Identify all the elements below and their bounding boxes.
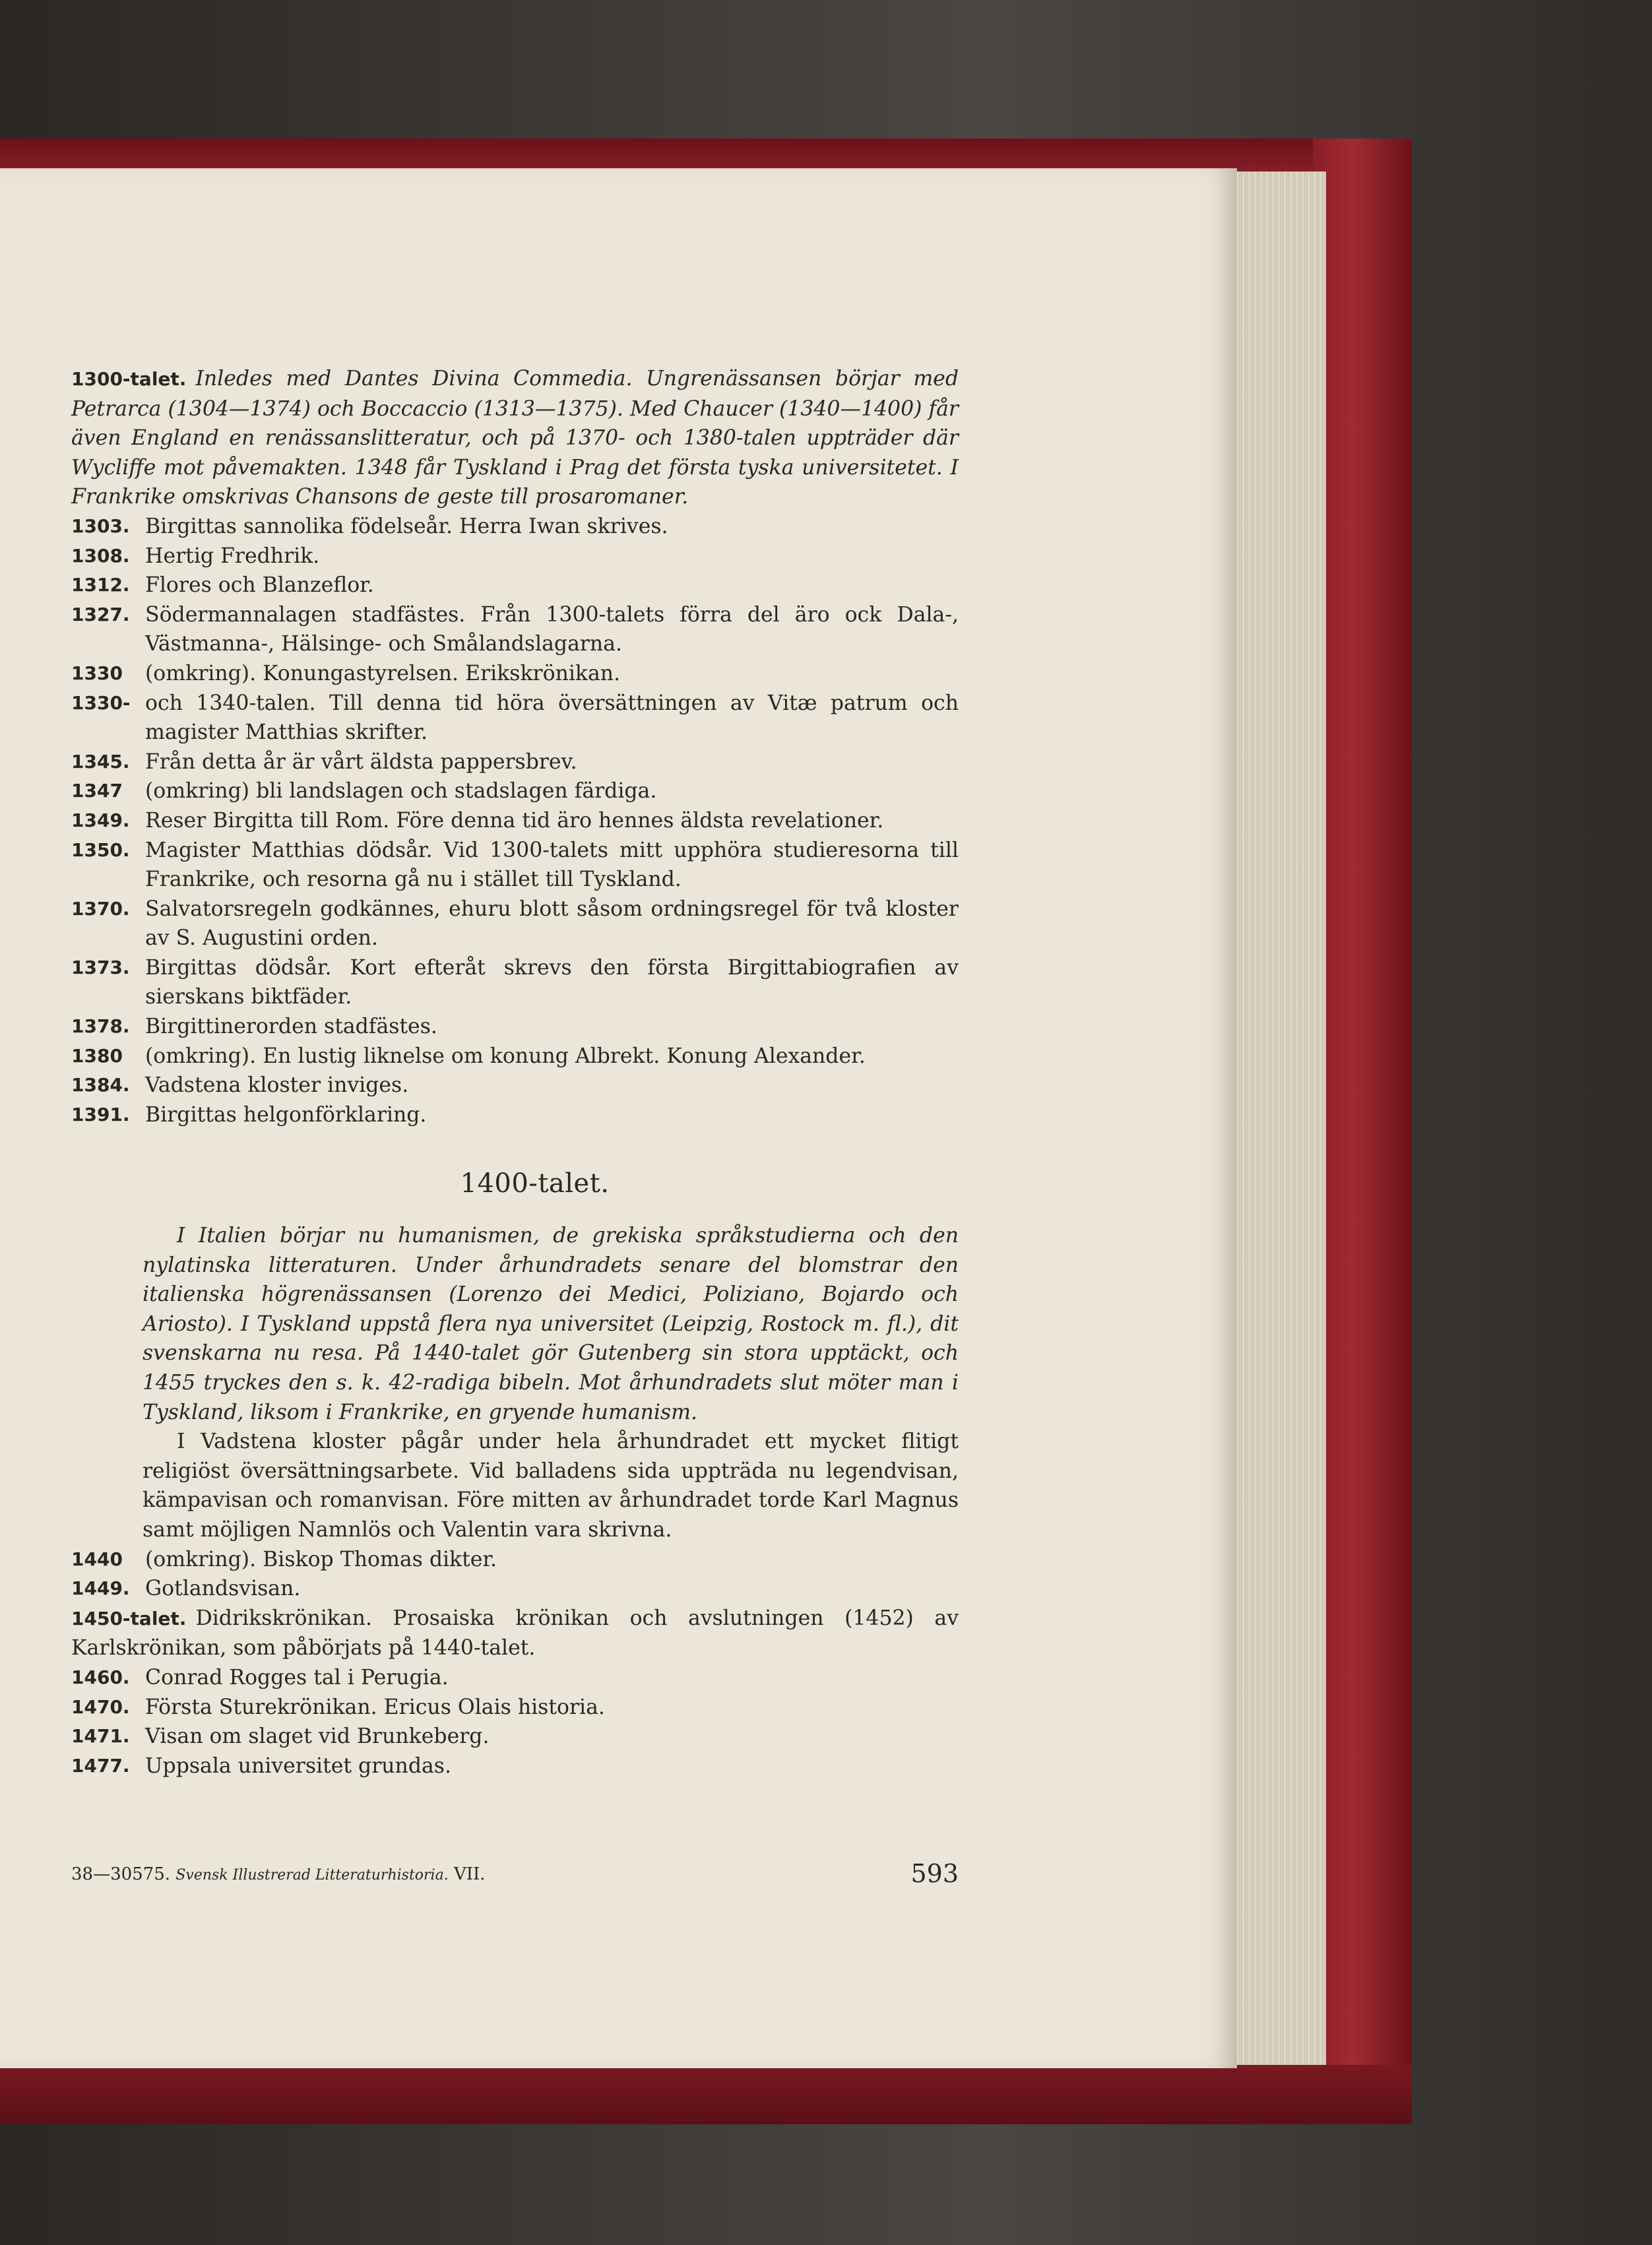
entry-text: Birgittas sannolika födelseår. Herra Iwan skrives.: [145, 514, 668, 538]
chronology-entry: [71, 1693, 959, 1723]
chronology-entry: [71, 571, 959, 600]
entry-year: 1470.: [71, 1695, 130, 1718]
entry-text: Magister Matthias dödsår. Vid 1300-talets mitt upphöra studieresorna till Frankrike, och resorna gå nu i stället till Tyskland.: [145, 838, 959, 892]
entry-text: Visan om slaget vid Brunkeberg.: [145, 1724, 490, 1749]
entry-year: 1300-talet.: [71, 368, 187, 390]
entry-year: 1345.: [71, 750, 130, 773]
entry-year: 1391.: [71, 1103, 130, 1125]
section-heading: 1400-talet.: [460, 1168, 610, 1199]
entry-year: 1347: [71, 780, 123, 802]
entry-text: och 1340-talen. Till denna tid höra översättningen av Vitæ patrum och magister Matthias skrifter.: [145, 691, 959, 745]
entry-text: (omkring). En lustig liknelse om konung Albrekt. Konung Alexander.: [145, 1044, 866, 1068]
entry-year: 1330-: [71, 691, 131, 714]
entry-year: 1380: [71, 1044, 123, 1067]
volume-number: VII.: [453, 1864, 486, 1884]
signature-number: 38—30575.: [71, 1864, 171, 1884]
page-text: [71, 364, 959, 1781]
chronology-entry: [71, 689, 959, 747]
entry-year: 1327.: [71, 603, 130, 625]
page-number: 593: [910, 1859, 959, 1888]
entry-text: Gotlandsvisan.: [145, 1577, 301, 1601]
entry-text: (omkring) bli landslagen och stadslagen färdiga.: [145, 779, 657, 804]
chronology-entry: [71, 600, 959, 659]
entry-year: 1303.: [71, 515, 130, 537]
entry-year: 1350.: [71, 838, 130, 861]
entry-year: 1373.: [71, 956, 130, 978]
chronology-entry: [71, 1100, 959, 1130]
entry-year: 1440: [71, 1548, 123, 1570]
entry-text: Vadstena kloster inviges.: [145, 1073, 409, 1098]
entry-text: (omkring). Konungastyrelsen. Erikskrönikan.: [145, 661, 621, 685]
chronology-entry: [71, 1663, 959, 1693]
entry-year: 1349.: [71, 809, 130, 831]
entry-year: 1378.: [71, 1015, 130, 1038]
entry-text: Birgittas helgonförklaring.: [145, 1102, 427, 1127]
chronology-entry: [71, 1722, 959, 1752]
chronology-entry: [71, 512, 959, 542]
entry-year: 1312.: [71, 574, 130, 596]
chronology-entry: [71, 953, 959, 1012]
chronology-entry: [71, 542, 959, 571]
chronology-entry: [71, 747, 959, 777]
page-edges: [1234, 172, 1326, 2065]
entry-text: Birgittinerorden stadfästes.: [145, 1015, 437, 1039]
entry-text: Hertig Fredhrik.: [145, 544, 320, 568]
entry-text: Salvatorsregeln godkännes, ehuru blott såsom ordningsregel för två kloster av S. Augustini orden.: [145, 897, 959, 951]
chronology-entry-1450-talet: [71, 1604, 959, 1663]
book-cover-right: [1313, 139, 1412, 2118]
chronology-entry: [71, 836, 959, 895]
entry-text: Birgittas dödsår. Kort efteråt skrevs den första Birgittabiografien av sierskans biktfäder.: [145, 955, 959, 1009]
entry-text: Uppsala universitet grundas.: [145, 1754, 451, 1778]
entry-text: Reser Birgitta till Rom. Före denna tid äro hennes äldsta revelationer.: [145, 808, 884, 833]
chronology-entry-1300-talet: [71, 364, 959, 512]
book-title: Svensk Illustrerad Litteraturhistoria.: [175, 1867, 449, 1883]
entry-year: 1450-talet.: [71, 1607, 187, 1629]
entry-text: Första Sturekrönikan. Ericus Olais historia.: [145, 1695, 605, 1719]
chronology-entry: [71, 1574, 959, 1604]
chronology-entry: [71, 806, 959, 836]
entry-year: 1477.: [71, 1754, 130, 1777]
chronology-entry: [71, 1071, 959, 1100]
entry-year: 1330: [71, 662, 123, 684]
chronology-entry: [71, 776, 959, 806]
entry-year: 1370.: [71, 897, 130, 920]
printer-signature: [71, 1864, 486, 1884]
chronology-entry: [71, 1752, 959, 1781]
chronology-entry: [71, 659, 959, 689]
book-cover-bottom: [0, 2065, 1412, 2124]
chronology-entry: [71, 1012, 959, 1042]
entry-year: 1460.: [71, 1666, 130, 1688]
page-footer: [71, 1859, 959, 1892]
entry-text: Inledes med Dantes Divina Commedia. Ungrenässansen börjar med Petrarca (1304—1374) och Boccaccio (1313—1375). Med Chaucer (1340—1400) får även England en renässanslitteratur, och på 1370- och 1380-talen uppträder där Wycliffe mot påvemakten. 1348 får Tyskland i Prag det första tyska universitetet. I Frankrike omskrivas Chansons de geste till prosaromaner.: [71, 367, 959, 509]
chronology-entry: [71, 895, 959, 953]
entry-year: 1308.: [71, 544, 130, 567]
entry-text: Conrad Rogges tal i Perugia.: [145, 1665, 449, 1690]
entry-year: 1384.: [71, 1074, 130, 1096]
entry-year: 1471.: [71, 1725, 130, 1748]
entry-text: Från detta år är vårt äldsta pappersbrev.: [145, 749, 577, 774]
intro-italic-paragraph: I Italien börjar nu humanismen, de grekiska språkstudierna och den nylatinska litteraturen. Under århundradets senare del blomstrar den italienska högrenässansen (Lorenzo dei Medici, Poliziano, Bojardo och Ariosto). I Tyskland uppstå flera nya universitet (Leipzig, Rostock m. fl.), dit svenskarna nu resa. På 1440-talet gör Gutenberg sin stora upptäckt, och 1455 tryckes den s. k. 42-radiga bibeln. Mot århundradets slut möter man i Tyskland, liksom i Frankrike, en gryende humanism.: [143, 1224, 959, 1424]
entry-text: Södermannalagen stadfästes. Från 1300-talets förra del äro ock Dala-, Västmanna-, Hälsinge- och Smålandslagarna.: [145, 602, 959, 656]
entry-year: 1449.: [71, 1577, 130, 1600]
entry-text: Didrikskrönikan. Prosaiska krönikan och avslutningen (1452) av Karlskrönikan, som påbörjats på 1440-talet.: [71, 1606, 959, 1660]
chronology-entry: [71, 1545, 959, 1575]
chronology-entry: [71, 1042, 959, 1071]
entry-text: (omkring). Biskop Thomas dikter.: [145, 1547, 497, 1571]
entry-text: Flores och Blanzeflor.: [145, 573, 374, 598]
intro-paragraph: I Vadstena kloster pågår under hela århundradet ett mycket flitigt religiöst översättningsarbete. Vid balladens sida uppträda nu legendvisan, kämpavisan och romanvisan. Före mitten av århundradet torde Karl Magnus samt möjligen Namnlös och Valentin vara skrivna.: [143, 1430, 959, 1542]
